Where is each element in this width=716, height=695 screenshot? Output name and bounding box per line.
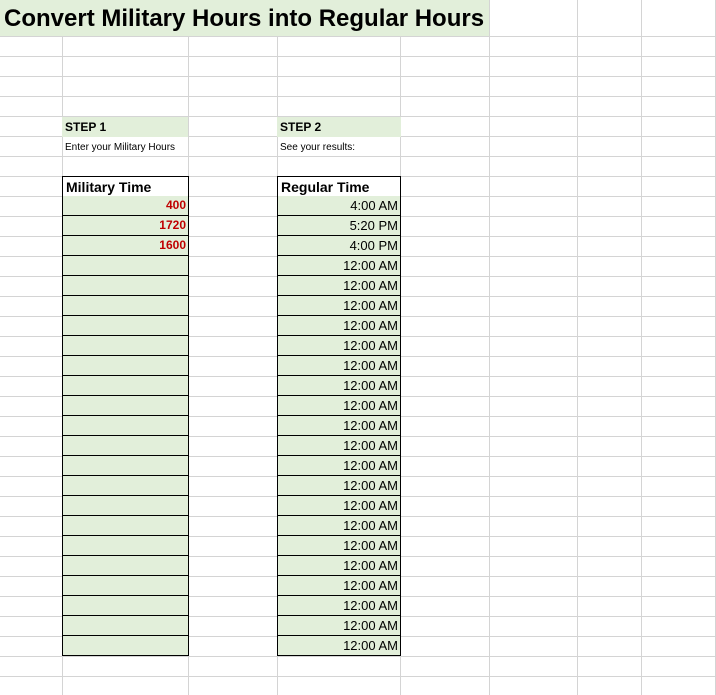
grid-row-line xyxy=(0,96,716,97)
military-time-cell[interactable]: 400 xyxy=(63,196,188,216)
military-time-cell[interactable] xyxy=(63,636,188,656)
regular-time-cell[interactable]: 4:00 AM xyxy=(278,196,400,216)
military-time-cell[interactable] xyxy=(63,476,188,496)
military-time-cell[interactable] xyxy=(63,416,188,436)
grid-column-line xyxy=(489,0,490,695)
military-time-cell[interactable] xyxy=(63,576,188,596)
regular-time-cell[interactable]: 12:00 AM xyxy=(278,616,400,636)
regular-time-cell[interactable]: 12:00 AM xyxy=(278,496,400,516)
military-time-cell[interactable] xyxy=(63,276,188,296)
sheet-title[interactable]: Convert Military Hours into Regular Hours xyxy=(0,0,489,36)
grid-column-line xyxy=(577,0,578,695)
grid-row-line xyxy=(0,56,716,57)
military-time-cell[interactable]: 1720 xyxy=(63,216,188,236)
military-time-cell[interactable] xyxy=(63,336,188,356)
military-time-cell[interactable] xyxy=(63,316,188,336)
regular-time-cell[interactable]: 12:00 AM xyxy=(278,356,400,376)
step1-instruction[interactable]: Enter your Military Hours xyxy=(65,142,176,153)
military-time-header[interactable]: Military Time xyxy=(62,176,189,197)
regular-time-cell[interactable]: 12:00 AM xyxy=(278,556,400,576)
military-time-cell[interactable] xyxy=(63,496,188,516)
military-time-cell[interactable] xyxy=(63,616,188,636)
step2-instruction[interactable]: See your results: xyxy=(280,142,356,153)
regular-time-cell[interactable]: 5:20 PM xyxy=(278,216,400,236)
step1-label[interactable]: STEP 1 xyxy=(62,117,188,137)
regular-time-cell[interactable]: 12:00 AM xyxy=(278,596,400,616)
regular-time-cell[interactable]: 12:00 AM xyxy=(278,376,400,396)
regular-time-cell[interactable]: 4:00 PM xyxy=(278,236,400,256)
military-time-cell[interactable] xyxy=(63,596,188,616)
military-time-cell[interactable] xyxy=(63,516,188,536)
grid-column-line xyxy=(641,0,642,695)
military-time-cell[interactable] xyxy=(63,536,188,556)
regular-time-header[interactable]: Regular Time xyxy=(277,176,401,197)
regular-time-cell[interactable]: 12:00 AM xyxy=(278,576,400,596)
military-time-cell[interactable] xyxy=(63,376,188,396)
regular-time-cell[interactable]: 12:00 AM xyxy=(278,316,400,336)
regular-time-cell[interactable]: 12:00 AM xyxy=(278,436,400,456)
military-time-cell[interactable] xyxy=(63,436,188,456)
military-time-cell[interactable] xyxy=(63,556,188,576)
step2-label[interactable]: STEP 2 xyxy=(277,117,401,137)
military-time-cell[interactable] xyxy=(63,396,188,416)
military-time-cell[interactable]: 1600 xyxy=(63,236,188,256)
military-time-cell[interactable] xyxy=(63,356,188,376)
military-time-cell[interactable] xyxy=(63,456,188,476)
regular-time-cell[interactable]: 12:00 AM xyxy=(278,396,400,416)
regular-time-cell[interactable]: 12:00 AM xyxy=(278,536,400,556)
grid-row-line xyxy=(0,656,716,657)
regular-time-cell[interactable]: 12:00 AM xyxy=(278,276,400,296)
grid-row-line xyxy=(0,676,716,677)
regular-time-cell[interactable]: 12:00 AM xyxy=(278,636,400,656)
regular-time-cell[interactable]: 12:00 AM xyxy=(278,476,400,496)
military-time-cell[interactable] xyxy=(63,296,188,316)
military-time-column xyxy=(62,196,189,656)
regular-time-cell[interactable]: 12:00 AM xyxy=(278,256,400,276)
regular-time-cell[interactable]: 12:00 AM xyxy=(278,296,400,316)
regular-time-cell[interactable]: 12:00 AM xyxy=(278,516,400,536)
military-time-cell[interactable] xyxy=(63,256,188,276)
regular-time-cell[interactable]: 12:00 AM xyxy=(278,336,400,356)
grid-row-line xyxy=(0,76,716,77)
regular-time-cell[interactable]: 12:00 AM xyxy=(278,456,400,476)
regular-time-cell[interactable]: 12:00 AM xyxy=(278,416,400,436)
grid-row-line xyxy=(0,36,716,37)
regular-time-column xyxy=(277,196,401,656)
